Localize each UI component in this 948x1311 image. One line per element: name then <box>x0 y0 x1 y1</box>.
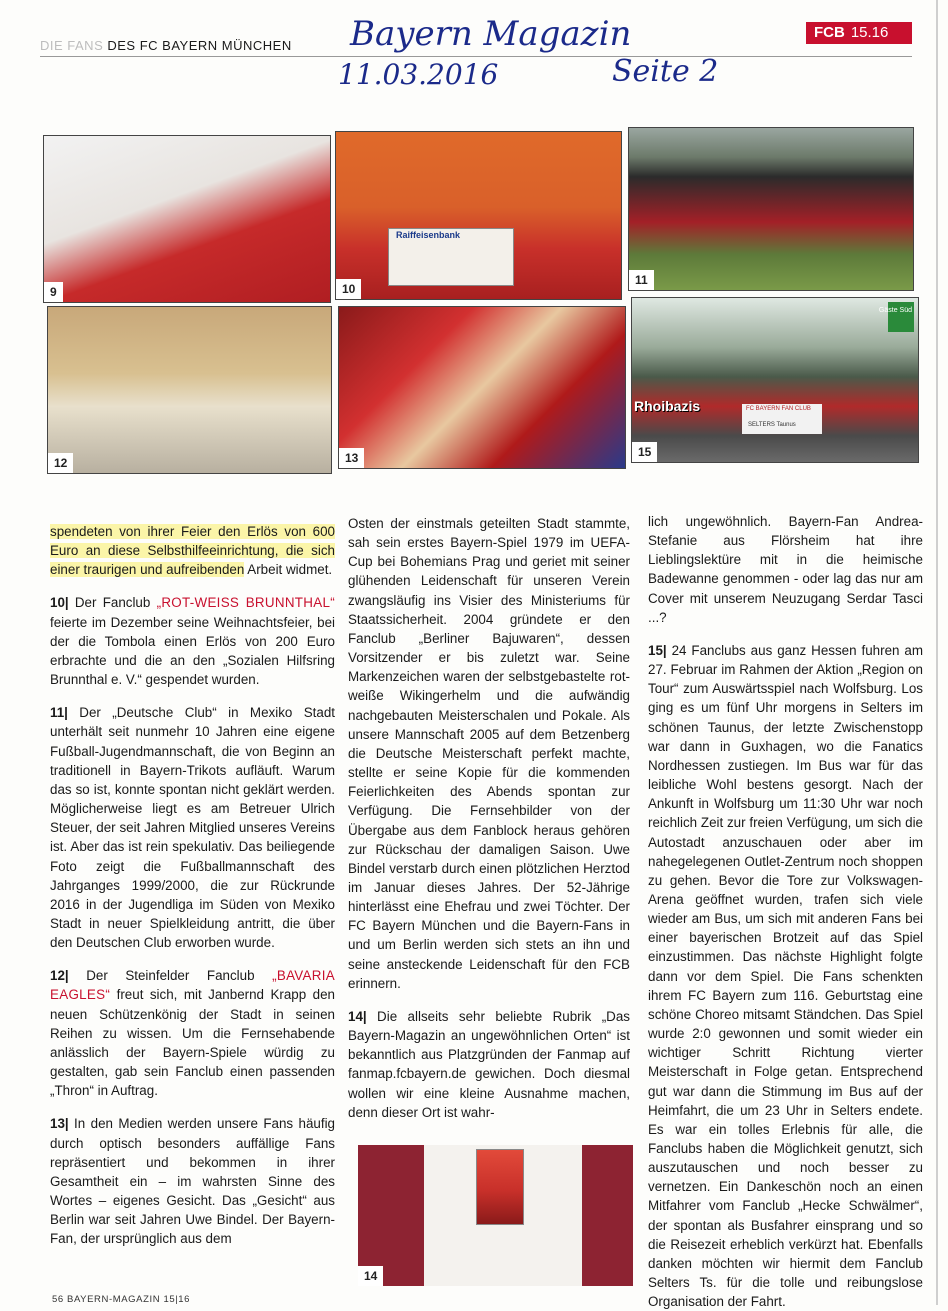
paragraph-14-continued: lich ungewöhnlich. Bayern-Fan Andrea-Stefanie aus Flörsheim hat ihre Lieblingslektüre mit in die heimische Badewanne genommen - oder lag das nur am Cover mit unserem Neuzugang Serdar Tasci ...? <box>648 514 923 625</box>
magazine-badge <box>806 22 912 44</box>
p14-text: Die allseits sehr beliebte Rubrik „Das Bayern-Magazin an ungewöhnlichen Orten“ ist bekanntlich aus Platzgründen der Fanmap auf fanmap.fcbayern.de gewichen. Doch diesmal wollen wir eine kleine Ausnahme machen, denn dieser Ort ist wahr- <box>348 1008 630 1120</box>
item-number: 11| <box>50 705 68 721</box>
handwritten-title: Bayern Magazin <box>350 14 632 54</box>
photo-number: 12 <box>48 453 73 473</box>
p11-text: Der „Deutsche Club“ in Mexiko Stadt unterhält seit nunmehr 10 Jahren eine eigene Fußball-Jugendmannschaft, die von Beginn an traditionell in Bayern-Trikots aufläuft. Warum das so ist, konnte spontan nicht geklärt werden. Möglicherweise liegt es am Betreuer Ulrich Steuer, der seit Jahren Mitglied unseres Vereins ist. Aber das ist rein spekulativ. Das beiliegende Foto zeigt die Fußballmannschaft des Jahrganges 1999/2000, die zur Rückrunde 2016 in der Jugendliga im Süden von Mexiko Stadt in neuer Spielkleidung antritt, die über den Deutschen Club erworben wurde. <box>50 705 335 951</box>
p12-text: freut sich, mit Janbernd Krapp den neuen Schützenkönig der Stadt in seinen Reihen zu wissen. Um die Fernsehabende anlässlich der Bayern-Spiele würdig zu gestalten, gab sein Fanclub einen passenden „Thron“ in Auftrag. <box>50 987 335 1099</box>
p13-text: In den Medien werden unsere Fans häufig durch optisch besonders auffällige Fans repräsentiert und bekommen in ihrer Gesamtheit ein – im wahrsten Sinne des Wortes – eigenes Gesicht. Das „Gesicht“ aus Berlin war seit Jahren Uwe Bindel. Der Bayern-Fan, der ursprünglich aus dem <box>50 1116 335 1247</box>
item-number: 13| <box>50 1116 69 1132</box>
item-number: 15| <box>648 642 667 658</box>
section-header <box>40 38 292 53</box>
highlighted-text: spendeten von ihrer Feier den Erlös von 600 Euro an diese Selbsthilfeeinrichtung, die sich einer traurigen und aufreibenden <box>50 524 335 578</box>
paragraph-intro <box>50 522 335 579</box>
item-number: 14| <box>348 1008 367 1024</box>
section-header-grey: DIE FANS <box>40 38 104 53</box>
item-number: 10| <box>50 595 69 611</box>
page-footer: 56 BAYERN-MAGAZIN 15|16 <box>52 1294 191 1305</box>
photo-9 <box>43 135 331 303</box>
handwritten-page: Seite 2 <box>612 54 719 89</box>
photo-13 <box>338 306 626 469</box>
p15-text: 24 Fanclubs aus ganz Hessen fuhren am 27. Februar im Rahmen der Aktion „Region on Tour“ zum Auswärtsspiel nach Wolfsburg. Los ging es um fünf Uhr morgens in Selters im schönen Taunus, der letzte Zwischenstopp war dann in Guxhagen, wo die Fanatics Nordhessen zustiegen. Im Bus war für das leibliche Wohl bestens gesorgt. Nach der Ankunft in Wolfsburg um 11:30 Uhr war noch reichlich Zeit zur freien Verfügung, um sich die Autostadt anzuschauen oder aber im nahegelegenen Outlet-Zentrum noch shoppen zu gehen. Bevor die Tore zur Volkswagen-Arena geöffnet wurden, trafen sich viele wieder am Bus, um sich mit anderen Fans bei einer bayerischen Brotzeit auf das Spiel einzustimmen. Das nächste Highlight folgte dann vor dem Spiel. Die Fans schenkten ihrem FC Bayern zum 116. Geburtstag eine schöne Choreo mitsamt Ständchen. Das Spiel wurde 2:0 gewonnen und somit wieder ein wichtiger Schritt Richtung vierter Meisterschaft in Folge getan. Entsprechend gut war dann die Stimmung im Bus auf der Heimfahrt, die um 23 Uhr in Selters endete. Es war ein tolles Erlebnis für alle, die Fanclubs haben die Möglichkeit genutzt, sich auszutauschen und noch besser zu vernetzen. Ein Dankeschön noch an einen Mitfahrer vom Fanclub „Hecke Schwälmer“, der spontan als Busfahrer einsprang und so die Reisezeit erheblich verkürzt hat. Ebenfalls danken möchten wir hiermit dem Fanclub Selters <box>648 642 923 1291</box>
photo-number: 10 <box>336 279 361 299</box>
p15-small: Ts. für die tolle und reibungslose Organisation der Fahrt. <box>648 1275 923 1310</box>
header-rule <box>40 56 912 57</box>
fanclub-name: „ROT-WEISS BRUNNTHAL“ <box>156 595 335 611</box>
magazine-cover <box>476 1149 524 1225</box>
photo-11 <box>628 127 914 291</box>
photo-number: 11 <box>629 270 654 290</box>
fanclub-name: „BAVARIA EAGLES“ <box>50 968 335 1003</box>
stadium-sign-label: Gäste Süd <box>878 307 912 314</box>
text-column-3 <box>648 512 923 1311</box>
text-column-1 <box>50 522 335 1248</box>
photo-number: 9 <box>44 282 63 302</box>
photo-12 <box>47 306 332 474</box>
photo-14 <box>358 1145 633 1286</box>
section-header-rest: DES FC BAYERN MÜNCHEN <box>107 38 292 53</box>
brand-label: FCB <box>814 24 845 41</box>
photo-10 <box>335 131 622 300</box>
text-column-2 <box>348 514 630 1122</box>
issue-label: 15.16 <box>850 24 889 41</box>
paragraph-13 <box>50 1114 335 1248</box>
bank-label: Raiffeisenbank <box>396 230 461 240</box>
photo-number: 14 <box>358 1266 383 1286</box>
p10-text: feierte im Dezember seine Weihnachtsfeier, bei der die Tombola einen Erlös von 200 Euro erbrachte und die an den „Sozialen Hilfsring Brunnthal e. V.“ gespendet wurden. <box>50 614 335 688</box>
rhoibazis-label: Rhoibazis <box>634 398 701 414</box>
paragraph-14 <box>348 1007 630 1122</box>
photo-15 <box>631 297 919 463</box>
photo-number: 13 <box>339 448 364 468</box>
paragraph-11 <box>50 703 335 952</box>
paragraph-10 <box>50 593 335 689</box>
paragraph-13-continued: Osten der einstmals geteilten Stadt stammte, sah sein erstes Bayern-Spiel 1979 im UEFA-Cup bei Bohemians Prag und geriet mit seiner glühenden Leidenschaft für unseren Verein zwangsläufig ins Visier des Ministeriums für Staatssicherheit. 2004 gründete er den Fanclub „Berliner Bajuwaren“, dessen Vorsitzender er bis zuletzt war. Seine Markenzeichen waren der selbstgebastelte rot-weiße Wikingerhelm und die aufwändig nachgebauten Meisterschalen und Pokale. Als unsere Mannschaft 2005 auf dem Betzenberg die Deutsche Meisterschaft perfekt machte, stellte er seine Kopie für die kommenden Feierlichkeiten des Abends spontan zur Verfügung. Die Fernsehbilder von der Übergabe aus dem Fanblock heraus gehören zur Rückschau der damaligen Saison. Uwe Bindel verstarb durch einen plötzlichen Herztod im Januar dieses Jahres. Der 52-Jährige hinterlässt eine Ehefrau und zwei Töchter. Der FC Bayern München und die Bayern-Fans in und um Berlin werden sich stets an ihn und seine ansteckende Leidenschaft für den FCB erinnern. <box>348 516 630 991</box>
fanclub-banner-label: FC BAYERN FAN CLUB <box>746 406 811 412</box>
p10-pre: Der Fanclub <box>68 595 157 611</box>
paragraph-12 <box>50 966 335 1100</box>
handwritten-date: 11.03.2016 <box>338 58 499 91</box>
photo-number: 15 <box>632 442 657 462</box>
page-edge <box>936 0 938 1305</box>
fanclub-banner-sub: SELTERS Taunus <box>748 422 796 428</box>
p12-pre: Der Steinfelder Fanclub <box>68 968 273 984</box>
paragraph-15 <box>648 641 923 1311</box>
item-number: 12| <box>50 968 69 984</box>
intro-rest: Arbeit widmet. <box>244 562 333 578</box>
